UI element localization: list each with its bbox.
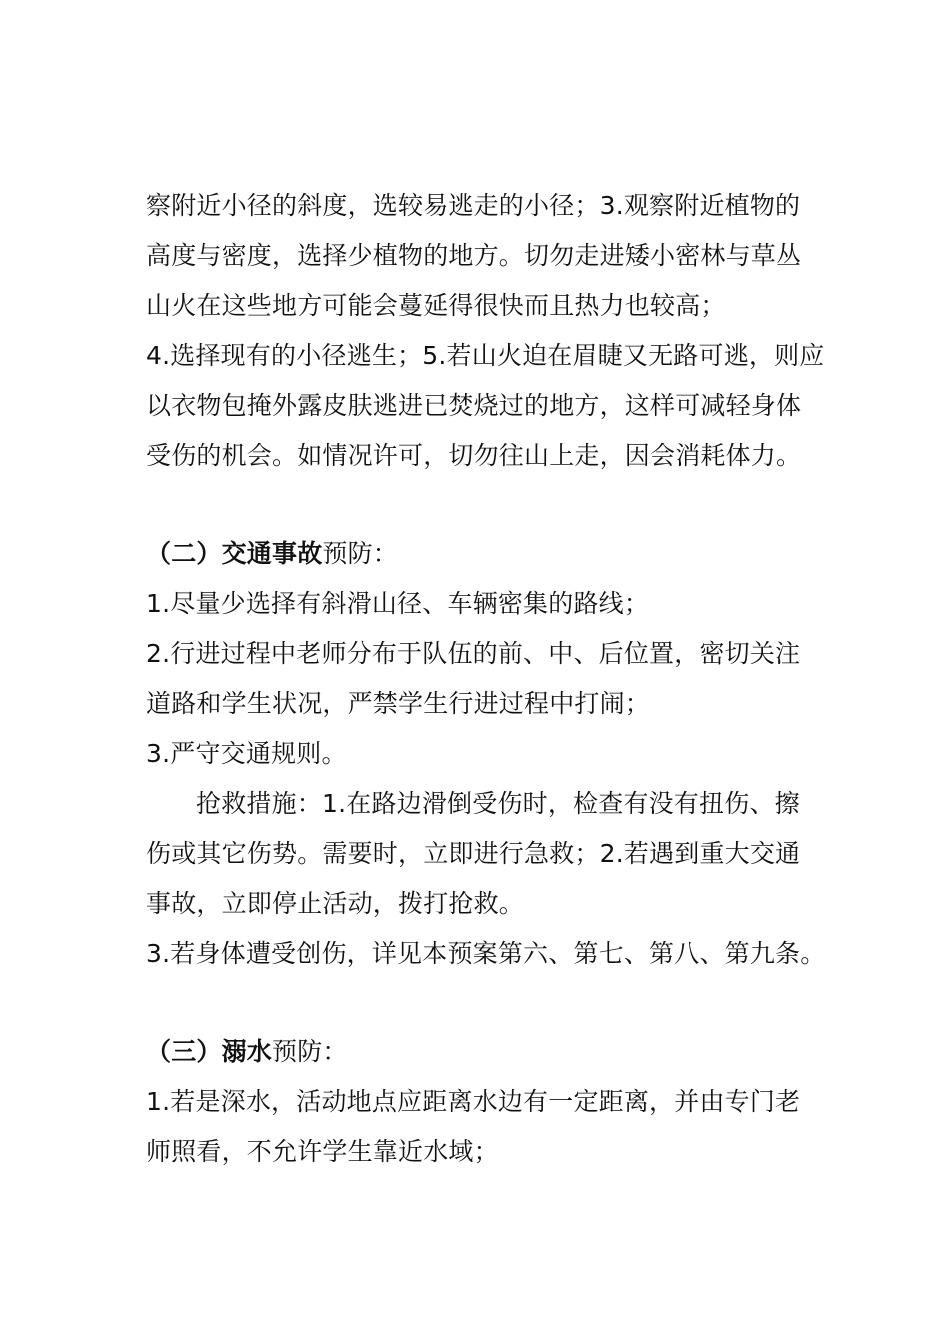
paragraph-line: 山火在这些地方可能会蔓延得很快而且热力也较高； [146, 291, 726, 320]
section-heading-suffix: 预防： [322, 539, 399, 568]
paragraph-line: 4.选择现有的小径逃生；5.若山火迫在眉睫又无路可逃，则应 [146, 341, 825, 370]
rescue-measures-line: 伤或其它伤势。需要时，立即进行急救；2.若遇到重大交通 [146, 839, 801, 868]
paragraph-line: 道路和学生状况，严禁学生行进过程中打闹； [146, 689, 651, 718]
section-heading-drowning [146, 1036, 846, 1068]
rescue-measures-line: 3.若身体遭受创伤，详见本预案第六、第七、第八、第九条。 [146, 939, 826, 968]
paragraph-line: 3.严守交通规则。 [146, 739, 347, 768]
paragraph-line: 2.行进过程中老师分布于队伍的前、中、后位置，密切关注 [146, 639, 801, 668]
rescue-measures-line: 事故，立即停止活动，拨打抢救。 [146, 889, 525, 918]
paragraph-line: 高度与密度，选择少植物的地方。切勿走进矮小密林与草丛 [146, 241, 802, 270]
section-heading-suffix: 预防： [272, 1037, 348, 1066]
paragraph-line: 察附近小径的斜度，选较易逃走的小径；3.观察附近植物的 [146, 191, 801, 220]
paragraph-line: 1.若是深水，活动地点应距离水边有一定距离，并由专门老 [146, 1087, 801, 1116]
paragraph-line: 以衣物包掩外露皮肤逃进已焚烧过的地方，这样可减轻身体 [146, 391, 802, 420]
section-heading-traffic [146, 538, 846, 570]
section-heading-bold: （三）溺水 [146, 1037, 273, 1066]
paragraph-line: 师照看，不允许学生靠近水域； [146, 1137, 499, 1166]
paragraph-line: 受伤的机会。如情况许可，切勿往山上走，因会消耗体力。 [146, 441, 802, 470]
section-heading-bold: （二）交通事故 [146, 539, 323, 568]
rescue-measures-line: 抢救措施：1.在路边滑倒受伤时，检查有没有扭伤、擦 [196, 789, 800, 818]
paragraph-line: 1.尽量少选择有斜滑山径、车辆密集的路线； [146, 589, 650, 618]
